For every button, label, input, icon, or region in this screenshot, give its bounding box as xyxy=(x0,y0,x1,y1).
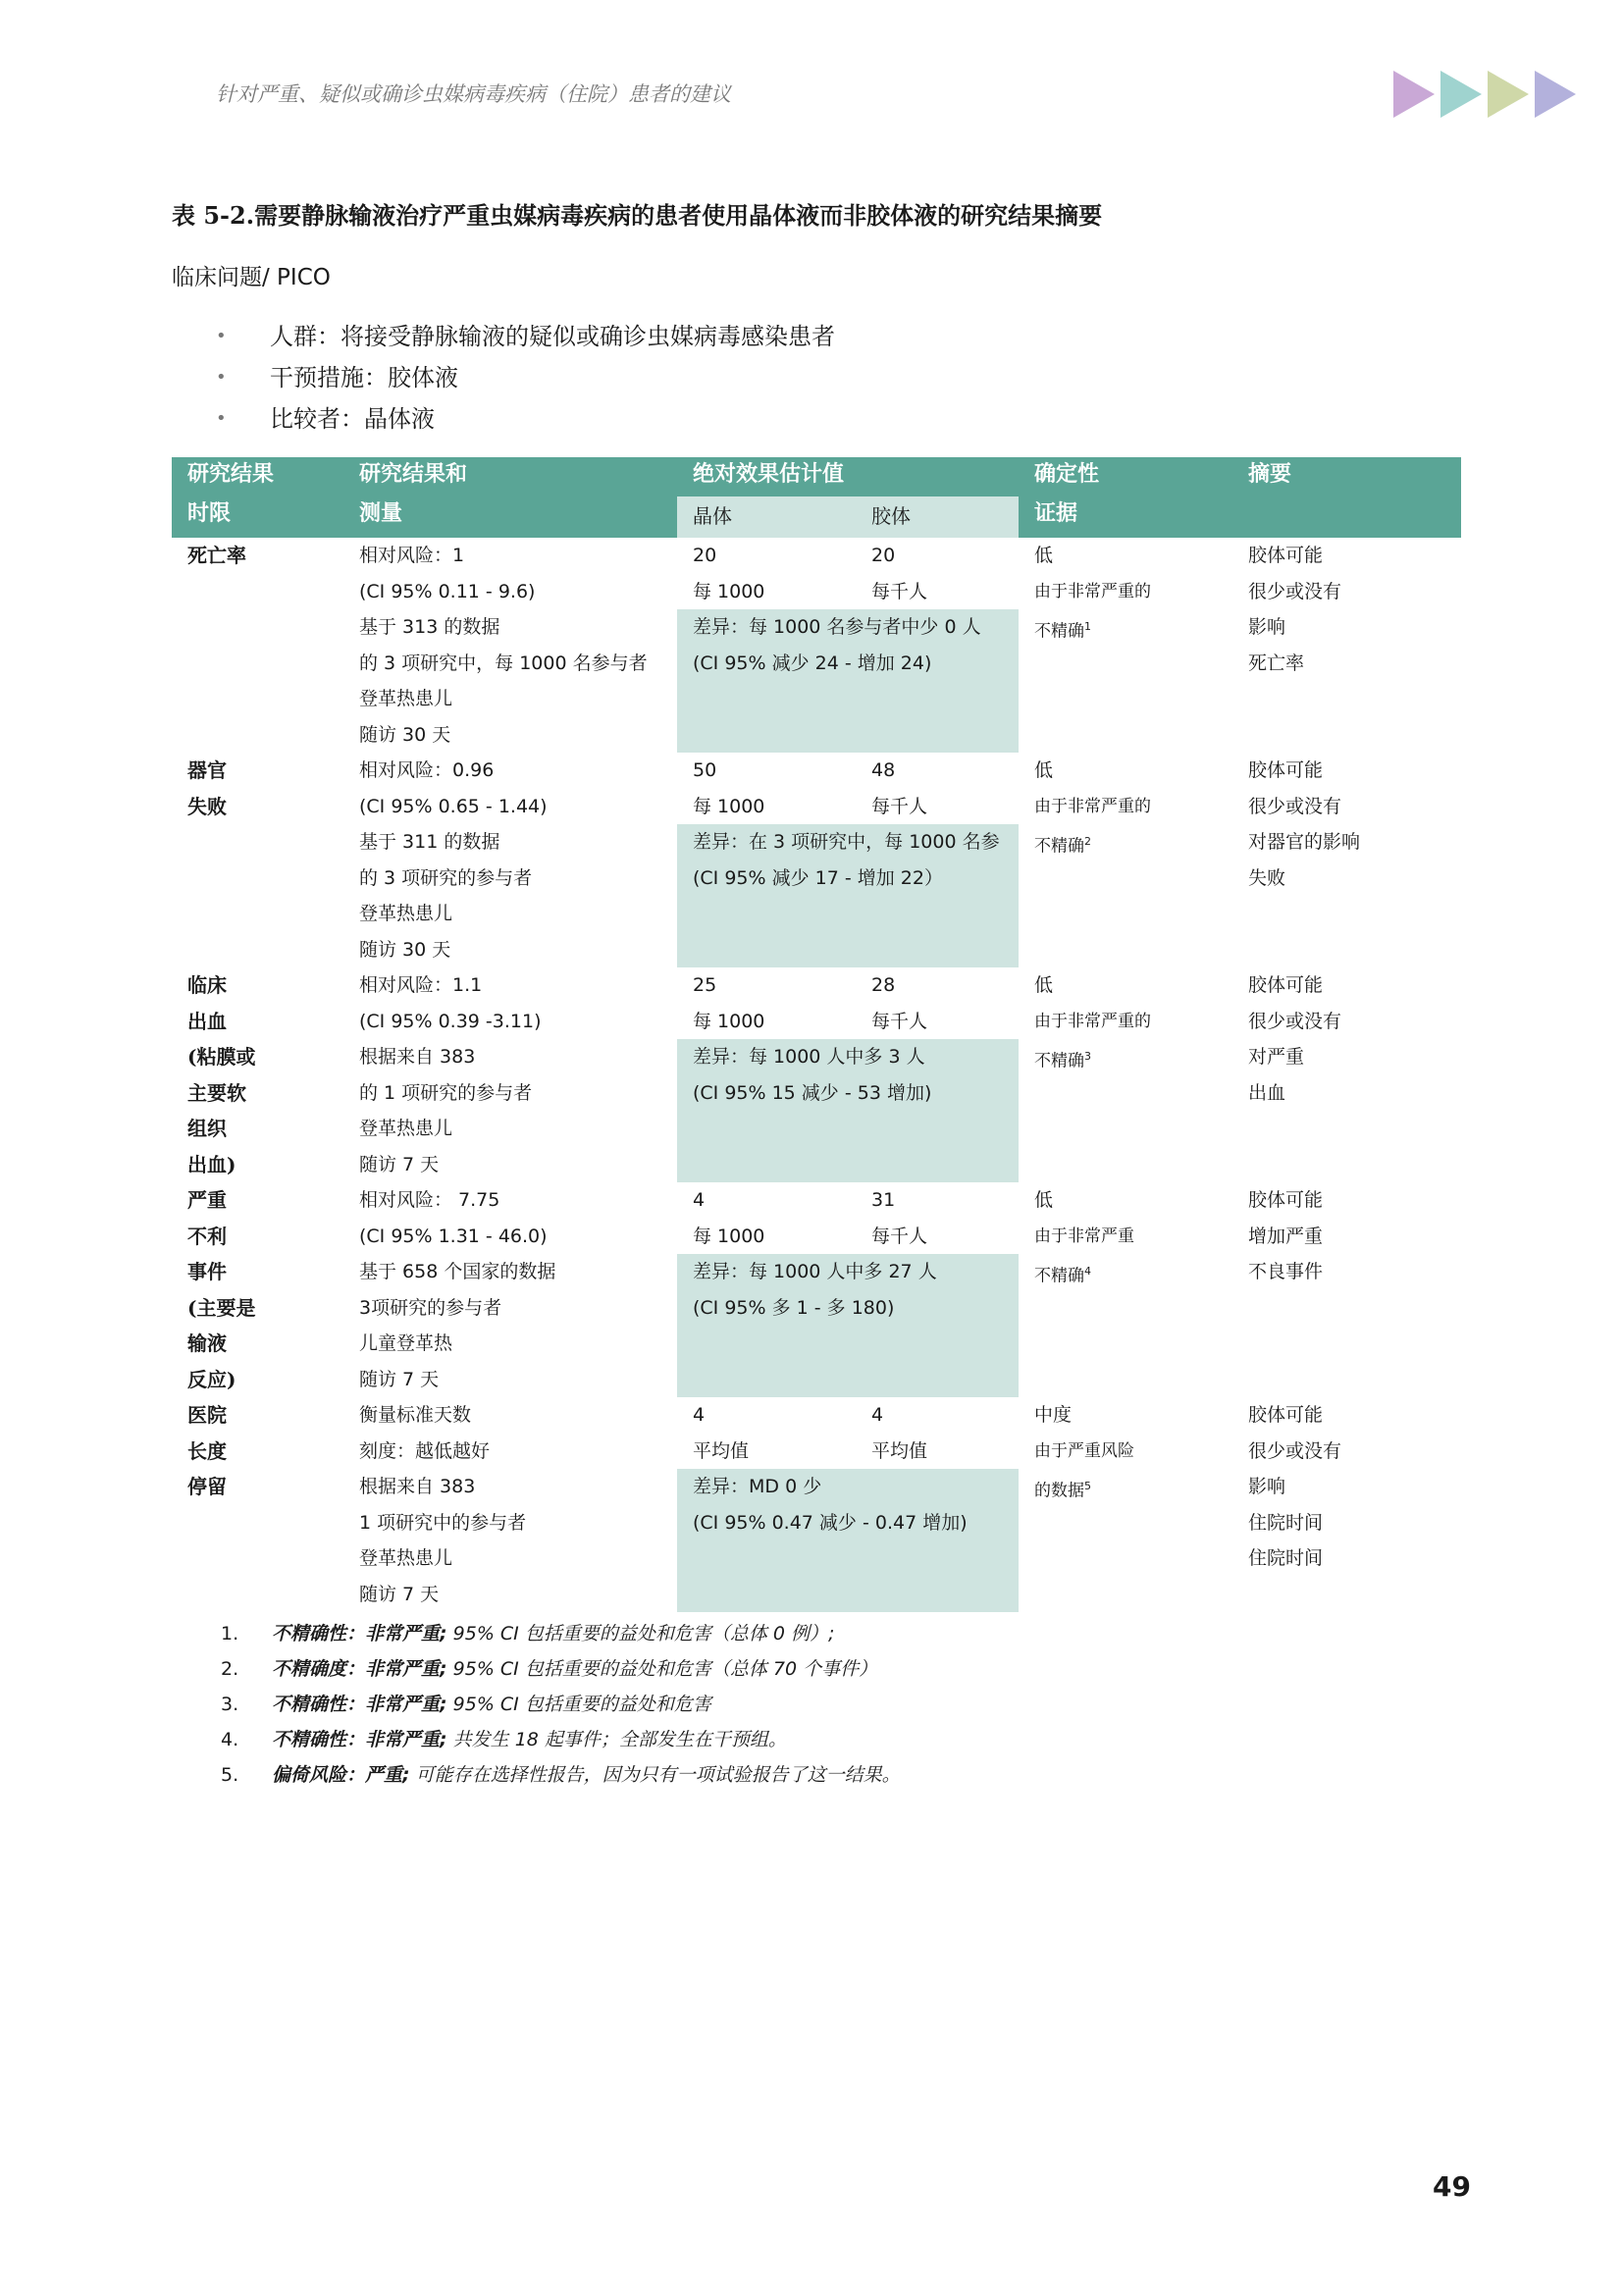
colloid-cell xyxy=(856,538,1019,609)
footnote-ref: 2 xyxy=(1084,835,1092,848)
cell-line: 差异：在 3 项研究中，每 1000 名参 xyxy=(693,831,1000,853)
cell-line: 4 xyxy=(693,1189,706,1211)
difference-cell xyxy=(677,1254,1019,1397)
header-colloid: 胶体 xyxy=(856,496,1019,538)
cell-line: 根据来自 383 xyxy=(359,1046,476,1068)
cell-line: 每 1000 xyxy=(693,1010,765,1032)
crystalloid-cell xyxy=(677,1182,856,1254)
footnote-lead: 偏倚风险：严重; xyxy=(272,1764,410,1786)
cell-line: 器官 xyxy=(187,758,227,782)
summary-cell xyxy=(1232,1182,1461,1397)
footnote-item xyxy=(221,1757,901,1793)
cell-line: 每千人 xyxy=(871,1225,928,1247)
cell-line: 很少或没有 xyxy=(1248,580,1342,602)
arrow-4-icon xyxy=(1535,71,1576,118)
cell-line: 增加严重 xyxy=(1248,1225,1324,1247)
certainty-reason xyxy=(1034,789,1232,825)
certainty-reason xyxy=(1034,1469,1232,1509)
summary-cell xyxy=(1232,967,1461,1182)
certainty-level: 中度 xyxy=(1034,1404,1073,1426)
cell-line: 随访 7 天 xyxy=(359,1368,440,1390)
cell-line: 1 项研究中的参与者 xyxy=(359,1511,527,1534)
measure-cell xyxy=(343,1182,677,1397)
cell-line: (主要是 xyxy=(187,1295,256,1320)
pico-item xyxy=(216,357,835,398)
cell-line: 每 1000 xyxy=(693,580,765,602)
cell-line: 相对风险：0.96 xyxy=(359,759,495,781)
certainty-level: 低 xyxy=(1034,974,1054,996)
footnote-text: 可能存在选择性报告，因为只有一项试验报告了这一结果。 xyxy=(409,1764,901,1786)
footnote-ref: 4 xyxy=(1084,1265,1092,1278)
cell-line: 胶体可能 xyxy=(1248,1189,1324,1211)
cell-line: 医院 xyxy=(187,1403,227,1427)
certainty-cell xyxy=(1019,967,1232,1182)
cell-line: 每千人 xyxy=(871,580,928,602)
outcome-cell xyxy=(172,1397,343,1612)
header-outcome: 研究结果 xyxy=(172,457,343,496)
difference-cell xyxy=(677,609,1019,753)
footnote-text: 共发生 18 起事件；全部发生在干预组。 xyxy=(446,1729,787,1750)
footnote-number: 3. xyxy=(221,1694,239,1715)
cell-line: 死亡率 xyxy=(1248,652,1305,674)
header-measure: 研究结果和 xyxy=(343,457,677,496)
cell-line: 50 xyxy=(693,759,717,781)
certainty-reason-text: 由于非常严重的 xyxy=(1034,1011,1152,1031)
crystalloid-cell xyxy=(677,753,856,824)
bullet-icon: • xyxy=(216,326,227,346)
outcome-cell xyxy=(172,538,343,753)
footnote-lead: 不精确性：非常严重; xyxy=(272,1694,447,1715)
cell-line: 登革热患儿 xyxy=(359,1118,453,1139)
cell-line: 基于 313 的数据 xyxy=(359,616,500,638)
certainty-reason xyxy=(1034,1434,1232,1470)
cell-line: 住院时间 xyxy=(1248,1547,1324,1569)
cell-line: 失败 xyxy=(187,794,227,818)
pico-item xyxy=(216,316,835,357)
crystalloid-cell xyxy=(677,967,856,1039)
pico-item-text: 人群：将接受静脉输液的疑似或确诊虫媒病毒感染患者 xyxy=(270,323,835,350)
cell-line: 登革热患儿 xyxy=(359,903,453,924)
table-title: 表 5-2.需要静脉输液治疗严重虫媒病毒疾病的患者使用晶体液而非胶体液的研究结果摘要 xyxy=(172,201,1103,230)
arrow-2-icon xyxy=(1440,71,1482,118)
header-crystalloid: 晶体 xyxy=(677,496,856,538)
measure-cell xyxy=(343,967,677,1182)
certainty-reason xyxy=(1034,609,1232,650)
footnote-ref: 1 xyxy=(1084,620,1092,633)
certainty-reason-text: 的数据 xyxy=(1034,1481,1085,1501)
cell-line: 的 3 项研究的参与者 xyxy=(359,866,533,889)
footnote-lead: 不精确度：非常严重; xyxy=(272,1658,447,1680)
header-certainty: 确定性 xyxy=(1019,457,1232,496)
cell-line: 衡量标准天数 xyxy=(359,1404,472,1426)
cell-line: (粘膜或 xyxy=(187,1045,256,1069)
cell-line: 长度 xyxy=(187,1438,227,1463)
cell-line: 相对风险：1 xyxy=(359,545,465,566)
cell-line: 胶体可能 xyxy=(1248,1404,1324,1426)
crystalloid-cell xyxy=(677,1397,856,1469)
certainty-reason xyxy=(1034,824,1232,864)
crystalloid-cell xyxy=(677,538,856,609)
summary-cell xyxy=(1232,1397,1461,1612)
pico-list xyxy=(216,316,835,440)
cell-line: 25 xyxy=(693,974,717,996)
cell-line: 死亡率 xyxy=(187,544,246,567)
certainty-reason-text: 由于非常严重的 xyxy=(1034,796,1152,816)
cell-line: 相对风险：1.1 xyxy=(359,974,483,996)
summary-cell xyxy=(1232,753,1461,967)
certainty-reason-text: 不精确 xyxy=(1034,1266,1085,1286)
cell-line: 每 1000 xyxy=(693,1225,765,1247)
certainty-reason-text: 由于非常严重的 xyxy=(1034,581,1152,601)
certainty-reason-text: 不精确 xyxy=(1034,1051,1085,1071)
footnote-number: 5. xyxy=(221,1764,239,1786)
cell-line: 儿童登革热 xyxy=(359,1332,453,1354)
summary-cell xyxy=(1232,538,1461,753)
cell-line: 差异：每 1000 人中多 3 人 xyxy=(693,1046,925,1068)
measure-cell xyxy=(343,538,677,753)
cell-line: 4 xyxy=(693,1404,706,1426)
footnote-body xyxy=(272,1651,877,1687)
pico-item-text: 干预措施：胶体液 xyxy=(270,364,458,391)
cell-line: 20 xyxy=(693,545,717,566)
cell-line: 28 xyxy=(871,974,896,996)
difference-cell xyxy=(677,1039,1019,1182)
certainty-cell xyxy=(1019,753,1232,967)
pico-title: 临床问题/ PICO xyxy=(172,265,331,290)
footnote-lead: 不精确性：非常严重; xyxy=(272,1729,447,1750)
cell-line: 对器官的影响 xyxy=(1248,831,1361,853)
cell-line: 刻度：越低越好 xyxy=(359,1439,491,1462)
cell-line: 不良事件 xyxy=(1248,1261,1324,1282)
certainty-level: 低 xyxy=(1034,1189,1054,1211)
certainty-level: 低 xyxy=(1034,759,1054,781)
cell-line: 随访 7 天 xyxy=(359,1583,440,1605)
table-row xyxy=(172,1397,1461,1469)
cell-line: (CI 95% 多 1 - 多 180) xyxy=(693,1296,895,1319)
certainty-cell xyxy=(1019,1397,1232,1612)
footnote-item xyxy=(221,1687,901,1722)
certainty-reason-text: 由于非常严重 xyxy=(1034,1226,1135,1246)
cell-line: 组织 xyxy=(187,1117,227,1140)
page-number: 49 xyxy=(1433,2170,1471,2203)
cell-line: 严重 xyxy=(187,1188,227,1212)
header-timeframe: 时限 xyxy=(172,496,343,538)
cell-line: 很少或没有 xyxy=(1248,1010,1342,1032)
colloid-cell xyxy=(856,967,1019,1039)
cell-line: 出血 xyxy=(187,1009,227,1033)
cell-line: (CI 95% 减少 17 - 增加 22） xyxy=(693,866,943,889)
cell-line: 的 3 项研究中，每 1000 名参与者 xyxy=(359,652,648,674)
footnote-body xyxy=(272,1757,901,1793)
cell-line: 随访 7 天 xyxy=(359,1153,440,1175)
cell-line: 对严重 xyxy=(1248,1046,1305,1068)
cell-line: 基于 658 个国家的数据 xyxy=(359,1261,556,1282)
cell-line: (CI 95% 0.65 - 1.44) xyxy=(359,795,548,817)
certainty-reason-text: 不精确 xyxy=(1034,836,1085,857)
cell-line: 失败 xyxy=(1248,866,1286,889)
measure-cell xyxy=(343,753,677,967)
header-measure-2: 测量 xyxy=(343,496,677,538)
footnote-item xyxy=(221,1616,901,1651)
outcome-cell xyxy=(172,753,343,967)
cell-line: 胶体可能 xyxy=(1248,759,1324,781)
cell-line: 出血) xyxy=(187,1152,236,1176)
certainty-reason xyxy=(1034,1219,1232,1255)
certainty-reason xyxy=(1034,1039,1232,1079)
footnote-number: 4. xyxy=(221,1729,239,1750)
cell-line: 随访 30 天 xyxy=(359,723,451,746)
pico-item-text: 比较者：晶体液 xyxy=(270,405,435,433)
cell-line: 3项研究的参与者 xyxy=(359,1296,502,1319)
summary-of-findings-table xyxy=(172,457,1461,1612)
cell-line: 主要软 xyxy=(187,1080,246,1105)
cell-line: 临床 xyxy=(187,973,227,997)
cell-line: (CI 95% 减少 24 - 增加 24) xyxy=(693,652,932,674)
footnote-text: 95% CI 包括重要的益处和危害（总体 70 个事件） xyxy=(446,1658,878,1680)
cell-line: 每千人 xyxy=(871,795,928,817)
table-row xyxy=(172,753,1461,824)
table-row xyxy=(172,1182,1461,1254)
cell-line: 基于 311 的数据 xyxy=(359,831,500,853)
cell-line: 平均值 xyxy=(693,1439,750,1462)
table-row xyxy=(172,538,1461,609)
cell-line: 影响 xyxy=(1248,616,1286,638)
header-summary-blank xyxy=(1232,496,1461,538)
cell-line: 根据来自 383 xyxy=(359,1476,476,1497)
cell-line: 4 xyxy=(871,1404,884,1426)
table-row xyxy=(172,967,1461,1039)
cell-line: 每千人 xyxy=(871,1010,928,1032)
cell-line: 登革热患儿 xyxy=(359,688,453,709)
cell-line: 输液 xyxy=(187,1331,227,1355)
arrow-3-icon xyxy=(1488,71,1529,118)
cell-line: 相对风险： 7.75 xyxy=(359,1189,500,1211)
header-absolute-effect: 绝对效果估计值 xyxy=(677,457,1019,496)
cell-line: 不利 xyxy=(187,1224,227,1248)
bullet-icon: • xyxy=(216,408,227,429)
footnote-body xyxy=(272,1687,711,1722)
cell-line: 20 xyxy=(871,545,896,566)
cell-line: 31 xyxy=(871,1189,896,1211)
footnotes xyxy=(221,1616,901,1793)
cell-line: 很少或没有 xyxy=(1248,1439,1342,1462)
cell-line: 的 1 项研究的参与者 xyxy=(359,1081,533,1104)
cell-line: 差异：每 1000 人中多 27 人 xyxy=(693,1261,937,1282)
certainty-reason xyxy=(1034,1004,1232,1040)
footnote-ref: 3 xyxy=(1084,1050,1092,1063)
cell-line: 停留 xyxy=(187,1475,227,1498)
footnote-item xyxy=(221,1722,901,1757)
certainty-reason xyxy=(1034,574,1232,610)
footnote-lead: 不精确性：非常严重; xyxy=(272,1623,447,1644)
cell-line: 住院时间 xyxy=(1248,1511,1324,1534)
cell-line: 差异：MD 0 少 xyxy=(693,1476,822,1497)
footnote-body xyxy=(272,1722,787,1757)
cell-line: 登革热患儿 xyxy=(359,1547,453,1569)
cell-line: 胶体可能 xyxy=(1248,545,1324,566)
footnote-text: 95% CI 包括重要的益处和危害（总体 0 例）; xyxy=(446,1623,835,1644)
certainty-cell xyxy=(1019,538,1232,753)
cell-line: 48 xyxy=(871,759,896,781)
cell-line: 平均值 xyxy=(871,1439,928,1462)
footnote-text: 95% CI 包括重要的益处和危害 xyxy=(446,1694,711,1715)
header-summary: 摘要 xyxy=(1232,457,1461,496)
cell-line: 胶体可能 xyxy=(1248,974,1324,996)
cell-line: 差异：每 1000 名参与者中少 0 人 xyxy=(693,616,981,638)
footnote-ref: 5 xyxy=(1084,1480,1092,1492)
cell-line: 很少或没有 xyxy=(1248,795,1342,817)
cell-line: 反应) xyxy=(187,1367,236,1391)
colloid-cell xyxy=(856,1397,1019,1469)
certainty-reason-text: 不精确 xyxy=(1034,621,1085,642)
outcome-cell xyxy=(172,1182,343,1397)
cell-line: (CI 95% 0.11 - 9.6) xyxy=(359,580,536,602)
cell-line: (CI 95% 1.31 - 46.0) xyxy=(359,1225,548,1247)
footnote-number: 2. xyxy=(221,1658,239,1680)
decorative-arrows-icon xyxy=(1393,69,1580,120)
colloid-cell xyxy=(856,753,1019,824)
arrow-1-icon xyxy=(1393,71,1435,118)
pico-item xyxy=(216,398,835,440)
footnote-body xyxy=(272,1616,834,1651)
cell-line: (CI 95% 0.39 -3.11) xyxy=(359,1010,542,1032)
difference-cell xyxy=(677,1469,1019,1612)
certainty-cell xyxy=(1019,1182,1232,1397)
cell-line: 每 1000 xyxy=(693,795,765,817)
difference-cell xyxy=(677,824,1019,967)
cell-line: (CI 95% 15 减少 - 53 增加) xyxy=(693,1081,932,1104)
footnote-item xyxy=(221,1651,901,1687)
measure-cell xyxy=(343,1397,677,1612)
cell-line: 随访 30 天 xyxy=(359,938,451,961)
header-evidence: 证据 xyxy=(1019,496,1232,538)
cell-line: 出血 xyxy=(1248,1081,1286,1104)
certainty-reason-text: 由于严重风险 xyxy=(1034,1440,1135,1461)
bullet-icon: • xyxy=(216,367,227,388)
running-header: 针对严重、疑似或确诊虫媒病毒疾病（住院）患者的建议 xyxy=(216,82,731,106)
cell-line: 事件 xyxy=(187,1260,227,1283)
outcome-cell xyxy=(172,967,343,1182)
colloid-cell xyxy=(856,1182,1019,1254)
certainty-reason xyxy=(1034,1254,1232,1294)
certainty-level: 低 xyxy=(1034,545,1054,566)
cell-line: (CI 95% 0.47 减少 - 0.47 增加) xyxy=(693,1511,968,1534)
footnote-number: 1. xyxy=(221,1623,239,1644)
cell-line: 影响 xyxy=(1248,1476,1286,1497)
